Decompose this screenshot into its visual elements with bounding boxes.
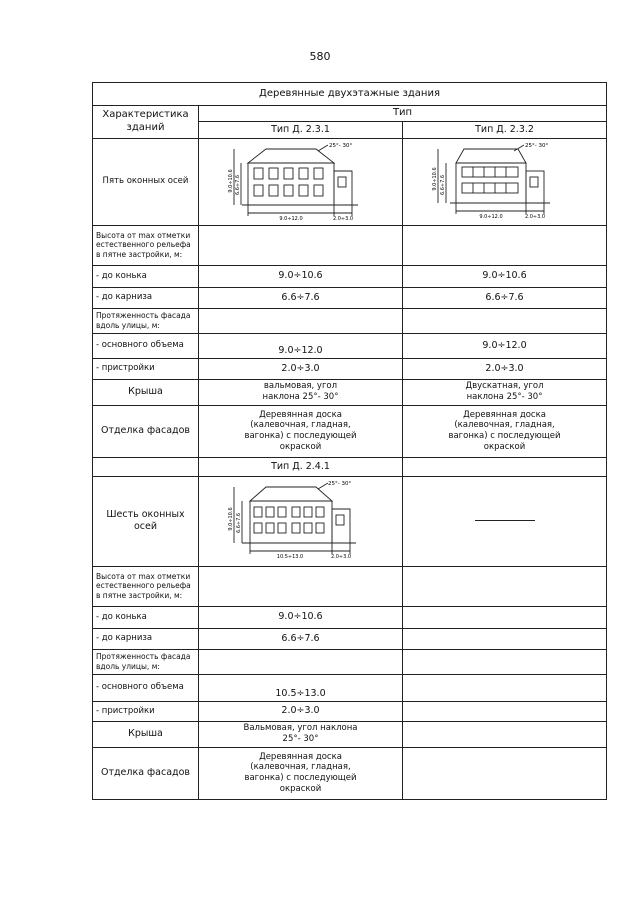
type-d231-header: Тип Д. 2.3.1 <box>199 121 403 138</box>
empty-cell <box>403 721 607 747</box>
empty-cell <box>403 649 607 674</box>
d231-ridge-value: 9.0÷10.6 <box>199 265 403 287</box>
d241-dim-ridge: 9.0÷10.6 <box>227 507 234 531</box>
empty-cell <box>403 225 607 265</box>
d241-finish-l3: вагонка) с последующей <box>244 773 357 783</box>
row-roof-label-2: Крыша <box>93 721 199 747</box>
empty-cell <box>403 674 607 701</box>
d231-finish-l2: (калевочная, гладная, <box>250 420 351 431</box>
d231-dim-annex: 2.0÷3.0 <box>332 215 353 222</box>
page-number: 580 <box>309 50 331 63</box>
d231-dim-cornice: 6.6÷7.6 <box>234 174 241 195</box>
d231-dim-main: 9.0÷12.0 <box>278 215 303 222</box>
d231-main-value: 9.0÷12.0 <box>199 333 403 358</box>
row-annex-label: - пристройки <box>93 358 199 379</box>
empty-cell <box>199 225 403 265</box>
buildings-table <box>92 82 607 800</box>
d241-finish-l1: Деревянная доска <box>259 751 342 762</box>
empty-cell <box>403 566 607 606</box>
d232-finish-l4: окраской <box>483 441 526 452</box>
d232-ridge-value: 9.0÷10.6 <box>403 265 607 287</box>
facade-d232-drawing <box>430 141 580 223</box>
d241-roof-line1: Вальмовая, угол наклона <box>243 723 358 734</box>
row-ridge-label: - до конька <box>93 265 199 287</box>
d241-dim-annex: 2.0÷3.0 <box>330 554 351 560</box>
d241-annex-value: 2.0÷3.0 <box>199 701 403 721</box>
empty-cell <box>403 308 607 333</box>
d232-main-value: 9.0÷12.0 <box>403 333 607 358</box>
facade-d231-drawing <box>226 141 376 223</box>
d231-angle-label: 25°- 30° <box>328 142 352 149</box>
d231-finish-l4: окраской <box>279 441 322 452</box>
d241-dim-cornice: 6.6÷7.6 <box>235 512 242 534</box>
empty-cell <box>199 649 403 674</box>
placeholder-dash <box>475 520 535 521</box>
d232-finish-l1: Деревянная доска <box>463 409 546 420</box>
row-finish-label: Отделка фасадов <box>93 405 199 457</box>
drawing-d232-cell <box>403 138 607 225</box>
d232-annex-value: 2.0÷3.0 <box>403 358 607 379</box>
d241-angle-label: 25°- 30° <box>327 481 351 487</box>
d231-finish-l1: Деревянная доска <box>259 409 342 420</box>
row-facade-header-2: Протяженность фасада вдоль улицы, м: <box>93 649 199 674</box>
d232-dim-cornice: 6.6÷7.6 <box>439 174 446 195</box>
d231-finish-value <box>199 405 403 457</box>
d241-ridge-value: 9.0÷10.6 <box>199 606 403 628</box>
d231-cornice-value: 6.6÷7.6 <box>199 287 403 308</box>
table-title: Деревянные двухэтажные здания <box>93 83 607 106</box>
empty-cell <box>93 457 199 476</box>
d232-dim-main: 9.0÷12.0 <box>478 213 503 220</box>
d241-main-value: 10.5÷13.0 <box>199 674 403 701</box>
type-d232-header: Тип Д. 2.3.2 <box>403 121 607 138</box>
d241-finish-l4: окраской <box>279 783 322 794</box>
row-main-volume-label: - основного объема <box>93 333 199 358</box>
type-d241-header: Тип Д. 2.4.1 <box>199 457 403 476</box>
d231-roof-value <box>199 379 403 405</box>
row-facade-header: Протяженность фасада вдоль улицы, м: <box>93 308 199 333</box>
header-type: Тип <box>199 106 607 122</box>
d242-placeholder-cell <box>403 476 607 566</box>
empty-cell <box>199 566 403 606</box>
d241-finish-value <box>199 747 403 799</box>
row-cornice-label: - до карниза <box>93 287 199 308</box>
drawing-d231-cell <box>199 138 403 225</box>
row-height-header-2: Высота от max отметки естественного рельефа в пятне застройки, м: <box>93 566 199 606</box>
row-annex-label-2: - пристройки <box>93 701 199 721</box>
d232-finish-l3: вагонка) с последующей <box>448 431 561 441</box>
d232-finish-l2: (калевочная, гладная, <box>454 420 555 431</box>
empty-cell <box>403 701 607 721</box>
d241-finish-l2: (калевочная, гладная, <box>250 762 351 773</box>
empty-cell <box>403 457 607 476</box>
row-ridge-label-2: - до конька <box>93 606 199 628</box>
d232-roof-line1: Двускатная, угол <box>465 381 544 392</box>
d232-cornice-value: 6.6÷7.6 <box>403 287 607 308</box>
d232-dim-annex: 2.0÷3.0 <box>524 213 545 220</box>
d232-angle-label: 25°- 30° <box>524 142 548 149</box>
d232-roof-value <box>403 379 607 405</box>
d232-roof-line2: наклона 25°- 30° <box>466 392 543 402</box>
empty-cell <box>199 308 403 333</box>
row-six-axes-label: Шесть оконных осей <box>93 476 199 566</box>
d241-roof-value <box>199 721 403 747</box>
empty-cell <box>403 606 607 628</box>
row-finish-label-2: Отделка фасадов <box>93 747 199 799</box>
row-cornice-label-2: - до карниза <box>93 628 199 649</box>
d232-finish-value <box>403 405 607 457</box>
d231-roof-line1: вальмовая, угол <box>263 381 338 392</box>
d241-cornice-value: 6.6÷7.6 <box>199 628 403 649</box>
row-main-volume-label-2: - основного объема <box>93 674 199 701</box>
row-height-header: Высота от max отметки естественного рельефа в пятне застройки, м: <box>93 225 199 265</box>
d231-roof-line2: наклона 25°- 30° <box>262 392 339 402</box>
d241-roof-line2: 25°- 30° <box>282 734 319 744</box>
d241-dim-main: 10.5÷13.0 <box>276 554 303 560</box>
d231-dim-ridge: 9.0÷10.6 <box>227 168 234 193</box>
d231-finish-l3: вагонка) с последующей <box>244 431 357 441</box>
empty-cell <box>403 628 607 649</box>
drawing-d241-cell <box>199 476 403 566</box>
row-roof-label: Крыша <box>93 379 199 405</box>
header-characteristic: Характеристика зданий <box>93 106 199 139</box>
facade-d241-drawing <box>226 479 376 563</box>
empty-cell <box>403 747 607 799</box>
d231-annex-value: 2.0÷3.0 <box>199 358 403 379</box>
row-five-axes-label: Пять оконных осей <box>93 138 199 225</box>
d232-dim-ridge: 9.0÷10.6 <box>431 166 438 191</box>
